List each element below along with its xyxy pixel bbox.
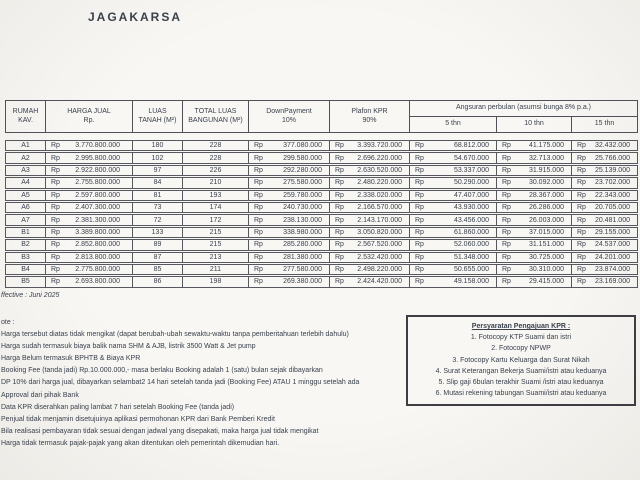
currency-label: Rp <box>415 266 424 274</box>
note-line: Booking Fee (tanda jadi) Rp.10.000.000,- masa berlaku Booking adalah 1 (satu) bulan sejak dibayarkan <box>1 367 323 375</box>
amount-value: 2.995.800.000 <box>75 154 120 162</box>
amount-value: 2.338.020.000 <box>357 191 402 199</box>
kav-cell: A1 <box>6 141 46 150</box>
angsuran-10thn-cell <box>497 277 572 286</box>
header-downpayment: DownPayment 10% <box>249 101 330 132</box>
harga-jual-cell <box>46 228 133 237</box>
luas-tanah-cell: 81 <box>133 191 183 200</box>
amount-value: 23.702.000 <box>594 179 630 187</box>
harga-jual-cell <box>46 253 133 262</box>
amount-value: 2.480.220.000 <box>357 179 402 187</box>
kav-cell: A5 <box>6 191 46 200</box>
currency-label: Rp <box>577 228 586 236</box>
currency-label: Rp <box>577 204 586 212</box>
harga-jual-cell <box>46 141 133 150</box>
angsuran-10thn-cell <box>497 265 572 274</box>
table-row <box>5 190 638 201</box>
angsuran-10thn-cell <box>497 191 572 200</box>
angsuran-10thn-cell <box>497 253 572 262</box>
currency-label: Rp <box>502 191 511 199</box>
header-angsuran-5thn: 5 thn <box>410 117 497 133</box>
angsuran-15thn-cell <box>572 277 637 286</box>
currency-label: Rp <box>415 204 424 212</box>
luas-bangunan-cell: 210 <box>183 178 249 187</box>
downpayment-cell <box>249 265 330 274</box>
currency-label: Rp <box>335 278 344 286</box>
plafon-kpr-cell <box>330 153 410 162</box>
downpayment-cell <box>249 253 330 262</box>
luas-bangunan-cell: 211 <box>183 265 249 274</box>
amount-value: 2.567.520.000 <box>357 241 402 249</box>
amount-value: 43.930.000 <box>453 204 489 212</box>
amount-value: 2.166.570.000 <box>357 204 402 212</box>
currency-label: Rp <box>577 166 586 174</box>
header-kav: RUMAH KAV. <box>6 101 46 132</box>
effective-date-note: ffective : Juni 2025 <box>1 292 60 299</box>
angsuran-5thn-cell <box>410 203 497 212</box>
amount-value: 2.755.800.000 <box>75 179 120 187</box>
kav-cell: A7 <box>6 215 46 224</box>
amount-value: 61.860.000 <box>453 228 489 236</box>
amount-value: 32.713.000 <box>528 154 564 162</box>
amount-value: 28.367.000 <box>528 191 564 199</box>
angsuran-15thn-cell <box>572 253 637 262</box>
angsuran-10thn-cell <box>497 203 572 212</box>
note-line: Harga Belum termasuk BPHTB & Biaya KPR <box>1 355 141 363</box>
currency-label: Rp <box>254 166 263 174</box>
currency-label: Rp <box>502 154 511 162</box>
angsuran-15thn-cell <box>572 141 637 150</box>
currency-label: Rp <box>502 241 511 249</box>
header-harga-jual: HARGA JUAL Rp. <box>46 101 133 132</box>
table-row <box>5 276 638 287</box>
plafon-kpr-cell <box>330 240 410 249</box>
table-row <box>5 140 638 151</box>
amount-value: 2.775.800.000 <box>75 266 120 274</box>
angsuran-5thn-cell <box>410 153 497 162</box>
amount-value: 23.169.000 <box>594 278 630 286</box>
currency-label: Rp <box>254 241 263 249</box>
amount-value: 54.670.000 <box>453 154 489 162</box>
angsuran-15thn-cell <box>572 265 637 274</box>
currency-label: Rp <box>502 204 511 212</box>
amount-value: 2.381.300.000 <box>75 216 120 224</box>
currency-label: Rp <box>415 228 424 236</box>
currency-label: Rp <box>51 241 60 249</box>
luas-bangunan-cell: 215 <box>183 240 249 249</box>
currency-label: Rp <box>415 253 424 261</box>
header-angsuran-15thn: 15 thn <box>594 120 615 127</box>
amount-value: 25.139.000 <box>594 166 630 174</box>
table-row <box>5 252 638 263</box>
currency-label: Rp <box>577 191 586 199</box>
currency-label: Rp <box>254 278 263 286</box>
table-row <box>5 227 638 238</box>
angsuran-5thn-cell <box>410 141 497 150</box>
harga-jual-cell <box>46 191 133 200</box>
downpayment-cell <box>249 277 330 286</box>
angsuran-5thn-cell <box>410 178 497 187</box>
amount-value: 20.481.000 <box>594 216 630 224</box>
luas-tanah-cell: 87 <box>133 253 183 262</box>
angsuran-5thn-cell <box>410 240 497 249</box>
currency-label: Rp <box>51 142 60 150</box>
angsuran-15thn-cell <box>572 153 637 162</box>
kav-cell: B3 <box>6 253 46 262</box>
notes-heading: ote : <box>1 319 15 326</box>
harga-jual-cell <box>46 178 133 187</box>
currency-label: Rp <box>502 278 511 286</box>
table-body <box>5 140 638 288</box>
currency-label: Rp <box>51 228 60 236</box>
currency-label: Rp <box>415 241 424 249</box>
currency-label: Rp <box>577 179 586 187</box>
amount-value: 2.498.220.000 <box>357 266 402 274</box>
luas-tanah-cell: 86 <box>133 277 183 286</box>
luas-bangunan-cell: 213 <box>183 253 249 262</box>
currency-label: Rp <box>577 241 586 249</box>
note-line: Data KPR diserahkan paling lambat 7 hari setelah Booking Fee (tanda jadi) <box>1 403 235 411</box>
currency-label: Rp <box>577 253 586 261</box>
table-row <box>5 152 638 163</box>
luas-bangunan-cell: 228 <box>183 141 249 150</box>
luas-tanah-cell: 84 <box>133 178 183 187</box>
currency-label: Rp <box>502 142 511 150</box>
amount-value: 20.705.000 <box>594 204 630 212</box>
amount-value: 50.655.000 <box>453 266 489 274</box>
angsuran-5thn-cell <box>410 265 497 274</box>
amount-value: 240.730.000 <box>283 204 322 212</box>
luas-tanah-cell: 85 <box>133 265 183 274</box>
angsuran-15thn-cell <box>572 191 637 200</box>
kpr-requirement-item: 5. Slip gaji 6bulan terakhir Suami /istri atau keduanya <box>438 379 604 387</box>
amount-value: 32.432.000 <box>594 142 630 150</box>
currency-label: Rp <box>51 266 60 274</box>
currency-label: Rp <box>577 154 586 162</box>
amount-value: 285.280.000 <box>283 241 322 249</box>
luas-bangunan-cell: 172 <box>183 215 249 224</box>
plafon-kpr-cell <box>330 203 410 212</box>
currency-label: Rp <box>502 216 511 224</box>
downpayment-cell <box>249 203 330 212</box>
kav-cell: B5 <box>6 277 46 286</box>
currency-label: Rp <box>502 228 511 236</box>
currency-label: Rp <box>502 179 511 187</box>
luas-tanah-cell: 72 <box>133 215 183 224</box>
amount-value: 47.407.000 <box>453 191 489 199</box>
harga-jual-cell <box>46 277 133 286</box>
currency-label: Rp <box>335 266 344 274</box>
downpayment-cell <box>249 166 330 175</box>
note-line: Bila realisasi pembayaran tidak sesuai dengan jadwal yang disepakati, maka harga jual tidak mengikat <box>1 427 319 435</box>
table-row <box>5 239 638 250</box>
currency-label: Rp <box>254 191 263 199</box>
kav-cell: B4 <box>6 265 46 274</box>
currency-label: Rp <box>254 154 263 162</box>
plafon-kpr-cell <box>330 228 410 237</box>
plafon-kpr-cell <box>330 178 410 187</box>
currency-label: Rp <box>577 142 586 150</box>
currency-label: Rp <box>51 253 60 261</box>
currency-label: Rp <box>254 266 263 274</box>
angsuran-15thn-cell <box>572 228 637 237</box>
table-row <box>5 177 638 188</box>
luas-bangunan-cell: 198 <box>183 277 249 286</box>
currency-label: Rp <box>254 204 263 212</box>
amount-value: 238.130.000 <box>283 216 322 224</box>
amount-value: 299.580.000 <box>283 154 322 162</box>
currency-label: Rp <box>335 241 344 249</box>
currency-label: Rp <box>254 253 263 261</box>
currency-label: Rp <box>577 266 586 274</box>
currency-label: Rp <box>415 278 424 286</box>
amount-value: 23.874.000 <box>594 266 630 274</box>
harga-jual-cell <box>46 265 133 274</box>
amount-value: 49.158.000 <box>453 278 489 286</box>
currency-label: Rp <box>335 204 344 212</box>
angsuran-10thn-cell <box>497 166 572 175</box>
angsuran-10thn-cell <box>497 228 572 237</box>
currency-label: Rp <box>335 166 344 174</box>
page-title: JAGAKARSA <box>88 10 183 24</box>
kav-cell: A3 <box>6 166 46 175</box>
note-line: Harga sudah termasuk biaya balik nama SHM & AJB, listrik 3500 Watt & Jet pump <box>1 343 256 351</box>
amount-value: 269.380.000 <box>283 278 322 286</box>
kpr-requirement-item: 4. Surat Keterangan Bekerja Suami/istri atau keduanya <box>435 367 607 375</box>
currency-label: Rp <box>415 166 424 174</box>
currency-label: Rp <box>335 228 344 236</box>
kav-cell: B1 <box>6 228 46 237</box>
kav-cell: A4 <box>6 178 46 187</box>
plafon-kpr-cell <box>330 215 410 224</box>
amount-value: 37.015.000 <box>528 228 564 236</box>
amount-value: 24.537.000 <box>594 241 630 249</box>
header-plafon-kpr: Plafon KPR 90% <box>330 101 410 132</box>
currency-label: Rp <box>415 142 424 150</box>
kav-cell: A2 <box>6 153 46 162</box>
amount-value: 52.060.000 <box>453 241 489 249</box>
amount-value: 50.290.000 <box>453 179 489 187</box>
amount-value: 277.580.000 <box>283 266 322 274</box>
notes-section <box>1 317 359 450</box>
amount-value: 377.080.000 <box>283 142 322 150</box>
amount-value: 30.725.000 <box>528 253 564 261</box>
amount-value: 2.424.420.000 <box>357 278 402 286</box>
table-row <box>5 214 638 225</box>
amount-value: 2.852.800.000 <box>75 241 120 249</box>
angsuran-15thn-cell <box>572 166 637 175</box>
currency-label: Rp <box>415 216 424 224</box>
currency-label: Rp <box>254 216 263 224</box>
table-row <box>5 202 638 213</box>
currency-label: Rp <box>335 191 344 199</box>
note-line: Harga tidak termasuk pajak-pajak yang akan ditentukan oleh pemerintah dikemudian hari. <box>1 439 280 447</box>
angsuran-5thn-cell <box>410 277 497 286</box>
downpayment-cell <box>249 228 330 237</box>
angsuran-10thn-cell <box>497 178 572 187</box>
table-row <box>5 264 638 275</box>
currency-label: Rp <box>254 228 263 236</box>
angsuran-5thn-cell <box>410 166 497 175</box>
header-angsuran-group: Angsuran perbulan (asumsi bunga 8% p.a.) <box>410 101 637 117</box>
amount-value: 3.770.800.000 <box>75 142 120 150</box>
currency-label: Rp <box>335 154 344 162</box>
harga-jual-cell <box>46 240 133 249</box>
amount-value: 68.812.000 <box>453 142 489 150</box>
table-header <box>5 100 638 133</box>
kpr-requirement-item: 1. Fotocopy KTP Suami dan istri <box>470 334 572 341</box>
angsuran-10thn-cell <box>497 153 572 162</box>
kav-cell: A6 <box>6 203 46 212</box>
currency-label: Rp <box>502 253 511 261</box>
harga-jual-cell <box>46 153 133 162</box>
amount-value: 3.393.720.000 <box>357 142 402 150</box>
angsuran-10thn-cell <box>497 240 572 249</box>
luas-tanah-cell: 180 <box>133 141 183 150</box>
luas-tanah-cell: 97 <box>133 166 183 175</box>
amount-value: 31.151.000 <box>528 241 564 249</box>
angsuran-5thn-cell <box>410 215 497 224</box>
currency-label: Rp <box>335 253 344 261</box>
downpayment-cell <box>249 191 330 200</box>
plafon-kpr-cell <box>330 166 410 175</box>
luas-bangunan-cell: 193 <box>183 191 249 200</box>
luas-tanah-cell: 133 <box>133 228 183 237</box>
amount-value: 24.201.000 <box>594 253 630 261</box>
amount-value: 41.175.000 <box>528 142 564 150</box>
plafon-kpr-cell <box>330 265 410 274</box>
header-angsuran-10thn: 10 thn <box>497 117 572 133</box>
amount-value: 2.693.800.000 <box>75 278 120 286</box>
luas-bangunan-cell: 215 <box>183 228 249 237</box>
luas-tanah-cell: 73 <box>133 203 183 212</box>
note-line: Approval dari pihak Bank <box>1 391 79 399</box>
table-row <box>5 165 638 176</box>
angsuran-5thn-cell <box>410 228 497 237</box>
amount-value: 29.415.000 <box>528 278 564 286</box>
currency-label: Rp <box>415 154 424 162</box>
currency-label: Rp <box>254 179 263 187</box>
angsuran-10thn-cell <box>497 215 572 224</box>
luas-bangunan-cell: 226 <box>183 166 249 175</box>
amount-value: 3.050.820.000 <box>357 228 402 236</box>
amount-value: 53.337.000 <box>453 166 489 174</box>
amount-value: 259.780.000 <box>283 191 322 199</box>
amount-value: 2.407.300.000 <box>75 204 120 212</box>
amount-value: 51.348.000 <box>453 253 489 261</box>
amount-value: 2.696.220.000 <box>357 154 402 162</box>
currency-label: Rp <box>51 204 60 212</box>
luas-tanah-cell: 102 <box>133 153 183 162</box>
angsuran-15thn-cell <box>572 240 637 249</box>
amount-value: 2.630.520.000 <box>357 166 402 174</box>
amount-value: 2.143.170.000 <box>357 216 402 224</box>
angsuran-5thn-cell <box>410 191 497 200</box>
currency-label: Rp <box>51 278 60 286</box>
kpr-requirement-item: 3. Fotocopy Kartu Keluarga dan Surat Nikah <box>452 356 590 364</box>
currency-label: Rp <box>577 216 586 224</box>
amount-value: 281.380.000 <box>283 253 322 261</box>
amount-value: 30.092.000 <box>528 179 564 187</box>
header-luas-tanah: LUAS TANAH (M²) <box>133 101 183 132</box>
currency-label: Rp <box>51 154 60 162</box>
angsuran-15thn-cell <box>572 203 637 212</box>
currency-label: Rp <box>51 166 60 174</box>
downpayment-cell <box>249 240 330 249</box>
currency-label: Rp <box>502 166 511 174</box>
downpayment-cell <box>249 215 330 224</box>
amount-value: 31.915.000 <box>528 166 564 174</box>
plafon-kpr-cell <box>330 141 410 150</box>
amount-value: 275.580.000 <box>283 179 322 187</box>
kpr-requirement-item: 6. Mutasi rekening tabungan Suami/istri atau keduanya <box>435 390 607 398</box>
amount-value: 292.280.000 <box>283 166 322 174</box>
note-line: Penjual tidak menjamin disetujuinya aplikasi permohonan KPR dari Bank Pemberi Kredit <box>1 415 275 423</box>
kav-cell: B2 <box>6 240 46 249</box>
downpayment-cell <box>249 178 330 187</box>
plafon-kpr-cell <box>330 191 410 200</box>
luas-tanah-cell: 89 <box>133 240 183 249</box>
amount-value: 25.766.000 <box>594 154 630 162</box>
currency-label: Rp <box>51 179 60 187</box>
note-line: Harga tersebut diatas tidak mengikat (dapat berubah-ubah sewaktu-waktu tanpa pemberitahuan terlebih dahulu) <box>1 331 349 339</box>
currency-label: Rp <box>502 266 511 274</box>
amount-value: 2.813.800.000 <box>75 253 120 261</box>
luas-bangunan-cell: 228 <box>183 153 249 162</box>
amount-value: 26.003.000 <box>528 216 564 224</box>
kpr-requirement-item: 2. Fotocopy NPWP <box>491 345 551 353</box>
currency-label: Rp <box>335 142 344 150</box>
amount-value: 338.980.000 <box>283 228 322 236</box>
angsuran-5thn-cell <box>410 253 497 262</box>
amount-value: 29.155.000 <box>594 228 630 236</box>
amount-value: 2.922.800.000 <box>75 166 120 174</box>
harga-jual-cell <box>46 166 133 175</box>
currency-label: Rp <box>577 278 586 286</box>
currency-label: Rp <box>335 216 344 224</box>
amount-value: 26.286.000 <box>528 204 564 212</box>
amount-value: 43.456.000 <box>453 216 489 224</box>
downpayment-cell <box>249 153 330 162</box>
plafon-kpr-cell <box>330 253 410 262</box>
currency-label: Rp <box>415 191 424 199</box>
plafon-kpr-cell <box>330 277 410 286</box>
currency-label: Rp <box>254 142 263 150</box>
angsuran-15thn-cell <box>572 178 637 187</box>
luas-bangunan-cell: 174 <box>183 203 249 212</box>
currency-label: Rp <box>51 216 60 224</box>
angsuran-10thn-cell <box>497 141 572 150</box>
note-line: DP 10% dari harga jual, dibayarkan selambat2 14 hari setelah tanda jadi (Booking Fee) ATAU 1 minggu setelah ada <box>1 379 360 387</box>
currency-label: Rp <box>335 179 344 187</box>
amount-value: 30.310.000 <box>528 266 564 274</box>
currency-label: Rp <box>415 179 424 187</box>
angsuran-15thn-cell <box>572 215 637 224</box>
amount-value: 22.343.000 <box>594 191 630 199</box>
amount-value: 3.389.800.000 <box>75 228 120 236</box>
downpayment-cell <box>249 141 330 150</box>
price-table <box>5 100 638 289</box>
header-total-luas-bangunan: TOTAL LUAS BANGUNAN (M²) <box>183 101 249 132</box>
currency-label: Rp <box>51 191 60 199</box>
amount-value: 2.597.800.000 <box>75 191 120 199</box>
harga-jual-cell <box>46 215 133 224</box>
amount-value: 2.532.420.000 <box>357 253 402 261</box>
harga-jual-cell <box>46 203 133 212</box>
kpr-requirements-title: Persyaratan Pengajuan KPR : <box>471 323 571 330</box>
kpr-requirements-box <box>406 315 636 406</box>
